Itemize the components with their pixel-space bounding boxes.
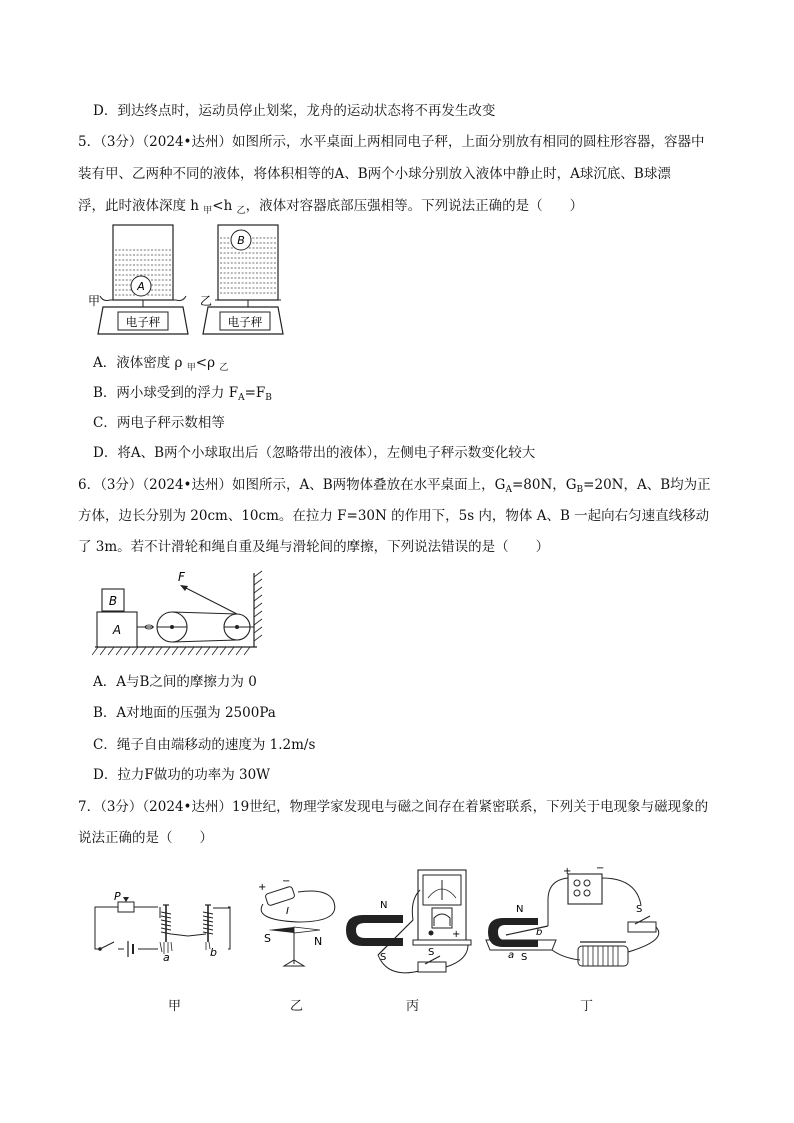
q5-figure-scales <box>88 220 288 345</box>
svg-text:S: S <box>428 947 435 958</box>
svg-text:a: a <box>508 950 515 961</box>
q7-figures <box>88 860 688 980</box>
svg-text:N: N <box>516 904 524 915</box>
svg-text:b: b <box>210 946 217 959</box>
q7-fig-bing <box>346 870 471 973</box>
q7-caption-yi: 乙 <box>290 999 304 1014</box>
svg-text:N: N <box>380 900 388 911</box>
q5-option-a: A．液体密度 ρ $_甲$<ρ $_乙$ <box>93 355 229 373</box>
q5-stem-line2: 装有甲、乙两种不同的液体，将体积相等的A、B两个小球分别放入液体中静止时，A球沉底、B球漂 <box>78 166 671 182</box>
q5-label-yi: 乙 <box>200 294 213 308</box>
svg-text:S: S <box>264 932 271 945</box>
q7-fig-yi <box>258 876 335 966</box>
q6-option-b: B．A对地面的压强为 2500Pa <box>93 705 276 721</box>
svg-text:−: − <box>282 876 291 887</box>
svg-text:S: S <box>380 952 387 963</box>
q5-stem-line1: 5．（3分）（2024•达州）如图所示，水平桌面上两相同电子秤，上面分别放有相同的圆柱形容器，容器中 <box>78 134 705 150</box>
q5-option-c: C．两电子秤示数相等 <box>93 415 225 431</box>
q5-option-b: B．两小球受到的浮力 $F_A=F_B$ <box>93 385 272 403</box>
q7-caption-jia: 甲 <box>168 999 182 1014</box>
q5-stem-line3: 浮，此时液体深度 h $_甲$<h $_乙$，液体对容器底部压强相等。下列说法正确的是（ ） <box>78 198 584 216</box>
svg-text:B: B <box>108 594 118 608</box>
q6-stem-line1: 6．（3分）（2024•达州）如图所示，A、B两物体叠放在水平桌面上，$G_A=80N$，$G_B=20N$，A、B均为正 <box>78 477 711 495</box>
q5-option-d: D．将A、B两个小球取出后（忽略带出的液体），左侧电子秤示数变化较大 <box>93 445 536 461</box>
q6-option-d: D．拉力F做功的功率为 30W <box>93 767 271 783</box>
q6-option-c: C．绳子自由端移动的速度为 1.2m/s <box>93 737 316 753</box>
q7-caption-ding: 丁 <box>580 999 594 1014</box>
q6-stem-line2: 方体，边长分别为 20cm、10cm。在拉力 F=30N 的作用下，5s 内，物体 A、B 一起向右匀速直线移动 <box>78 508 710 524</box>
svg-text:电子秤: 电子秤 <box>125 315 161 329</box>
q7-fig-ding <box>486 863 659 966</box>
svg-text:I: I <box>286 906 289 917</box>
q7-stem-line1: 7．（3分）（2024•达州）19世纪，物理学家发现电与磁之间存在着紧密联系，下列关于电现象与磁现象的 <box>78 799 709 815</box>
svg-text:+: + <box>258 882 267 893</box>
q7-stem-line2: 说法正确的是（ ） <box>78 830 213 846</box>
q6-stem-line3: 了 3m。若不计滑轮和绳自重及绳与滑轮间的摩擦，下列说法错误的是（ ） <box>78 539 550 555</box>
svg-text:N: N <box>314 935 323 948</box>
svg-text:电子秤: 电子秤 <box>227 315 263 329</box>
q6-option-a: A．A与B之间的摩擦力为 0 <box>93 674 257 690</box>
svg-text:F: F <box>178 570 185 584</box>
svg-text:S: S <box>521 952 528 963</box>
svg-text:S: S <box>636 904 643 915</box>
q7-fig-jia <box>95 890 230 964</box>
q6-figure-pulley <box>92 565 267 660</box>
q5-right-container <box>218 225 278 300</box>
pull-rope-f <box>184 587 237 614</box>
svg-text:b: b <box>536 927 543 938</box>
svg-text:B: B <box>237 234 245 247</box>
svg-text:A: A <box>112 623 122 637</box>
q5-left-container <box>113 225 173 300</box>
svg-text:a: a <box>163 951 170 964</box>
q5-label-jia: 甲 <box>88 294 101 308</box>
q7-caption-bing: 丙 <box>406 999 420 1014</box>
svg-text:−: − <box>596 863 605 874</box>
svg-text:+: + <box>563 866 572 877</box>
svg-text:+: + <box>452 929 461 940</box>
q4-option-d: D．到达终点时，运动员停止划桨，龙舟的运动状态将不再发生改变 <box>93 103 496 119</box>
svg-text:P: P <box>114 890 121 903</box>
svg-text:A: A <box>137 280 145 293</box>
